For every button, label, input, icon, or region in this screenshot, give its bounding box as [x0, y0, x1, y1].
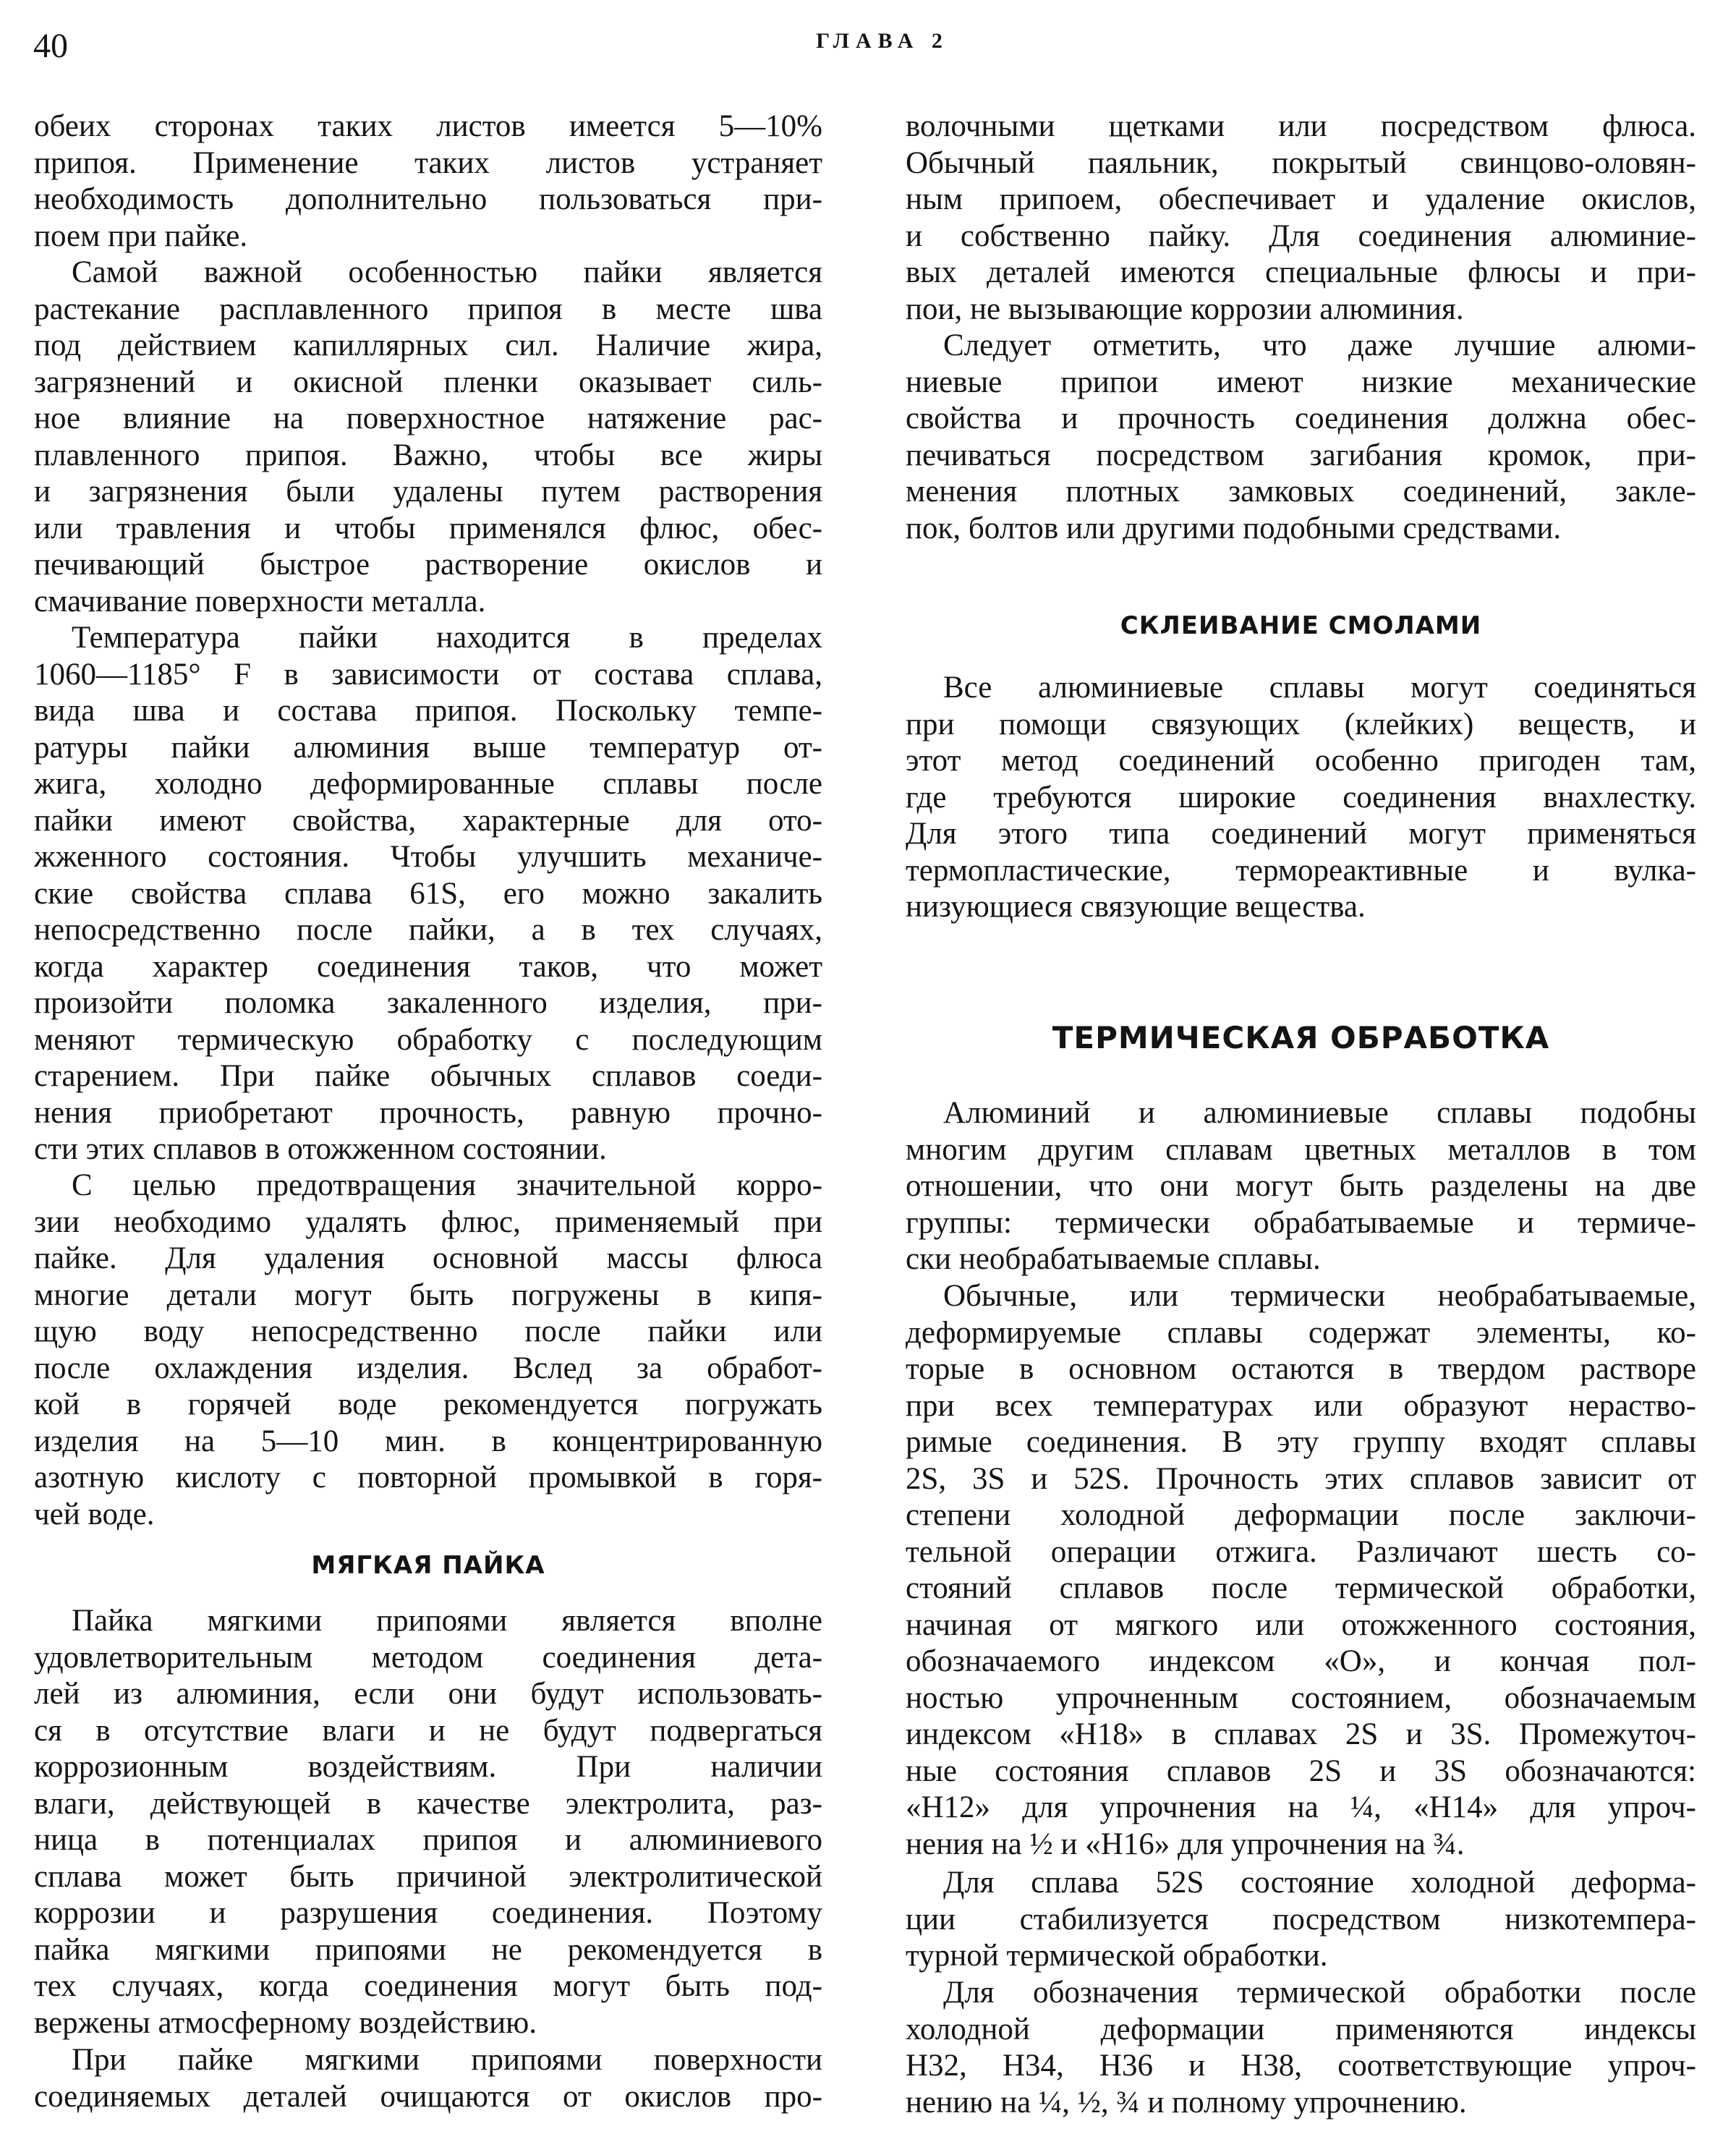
paragraph — [34, 1168, 822, 1533]
text-line: При пайке мягкими припоями поверхности — [72, 2043, 822, 2077]
text-line: старением. При пайке обычных сплавов соеди- — [34, 1059, 822, 1093]
text-line: многим другим сплавам цветных металлов в том — [906, 1132, 1696, 1167]
text-line: коррозионным воздействиям. При наличии — [34, 1750, 822, 1784]
paragraph — [906, 1095, 1696, 1278]
text-line: нения приобретают прочность, равную прочно- — [34, 1095, 822, 1130]
text-line: Все алюминиевые сплавы могут соединяться — [943, 671, 1696, 705]
paragraph — [906, 1865, 1696, 1975]
text-line: ские свойства сплава 61S, его можно закалить — [34, 876, 822, 911]
text-line: нения на ½ и «Н16» для упрочнения на ¾. — [906, 1827, 1465, 1861]
text-line: ратуры пайки алюминия выше температур от- — [34, 730, 822, 765]
text-line: смачивание поверхности металла. — [34, 584, 486, 618]
text-line: «Н12» для упрочнения на ¼, «Н14» для упроч- — [906, 1790, 1696, 1824]
paragraph — [34, 2042, 822, 2115]
text-line: вержены атмосферному воздействию. — [34, 2005, 537, 2040]
text-line: ниевые припои имеют низкие механические — [906, 365, 1696, 399]
text-line: степени холодной деформации после заключи- — [906, 1498, 1696, 1532]
text-line: лей из алюминия, если они будут использовать- — [34, 1677, 822, 1711]
text-line: или травления и чтобы применялся флюс, обес- — [34, 511, 822, 545]
text-line: под действием капиллярных сил. Наличие жира, — [34, 328, 822, 362]
text-line: поем при пайке. — [34, 218, 248, 253]
text-line: растекание расплавленного припоя в месте шва — [34, 292, 822, 326]
text-line: стояний сплавов после термической обработки, — [906, 1571, 1696, 1605]
text-line: пайке. Для удаления основной массы флюса — [34, 1241, 822, 1275]
text-line: пои, не вызывающие коррозии алюминия. — [906, 292, 1464, 326]
text-line: группы: термически обрабатываемые и термиче- — [906, 1205, 1696, 1240]
text-line: турной термической обработки. — [906, 1939, 1328, 1973]
text-line: и собственно пайку. Для соединения алюминие- — [906, 218, 1696, 253]
text-line: многие детали могут быть погружены в кипя- — [34, 1278, 822, 1312]
text-line: удовлетворительным методом соединения дета- — [34, 1640, 822, 1675]
text-line: ностью упрочненным состоянием, обозначаемым — [906, 1680, 1696, 1715]
text-line: ные состояния сплавов 2S и 3S обозначаются: — [906, 1753, 1696, 1788]
paragraph — [906, 1278, 1696, 1863]
text-line: печиваться посредством загибания кромок, при- — [906, 438, 1696, 472]
text-line: жига, холодно деформированные сплавы после — [34, 767, 822, 801]
text-line: где требуются широкие соединения внахлестку. — [906, 780, 1696, 815]
running-title: ГЛАВА 2 — [816, 29, 949, 53]
text-line: С целью предотвращения значительной корро- — [72, 1168, 822, 1202]
paragraph — [906, 109, 1696, 328]
text-line: печивающий быстрое растворение окислов и — [34, 548, 822, 582]
text-line: вида шва и состава припоя. Поскольку темпе- — [34, 694, 822, 728]
text-line: пайка мягкими припоями не рекомендуется в — [34, 1932, 822, 1967]
text-line: Обычный паяльник, покрытый свинцово-оловян- — [906, 145, 1696, 180]
text-line: ным припоем, обеспечивает и удаление окислов, — [906, 182, 1696, 216]
text-line: деформируемые сплавы содержат элементы, ко- — [906, 1315, 1696, 1350]
paragraph — [34, 620, 822, 1168]
text-line: менения плотных замковых соединений, закле- — [906, 475, 1696, 509]
text-line: плавленного припоя. Важно, чтобы все жиры — [34, 438, 822, 472]
text-line: Самой важной особенностью пайки является — [72, 255, 822, 289]
text-line: Температура пайки находится в пределах — [72, 621, 822, 655]
text-line: обеих сторонах таких листов имеется 5—10% — [34, 109, 822, 143]
text-line: ница в потенциалах припоя и алюминиевого — [34, 1823, 822, 1857]
text-line: низующиеся связующие вещества. — [906, 890, 1366, 924]
section-heading-resin-bonding: СКЛЕИВАНИЕ СМОЛАМИ — [1120, 611, 1482, 640]
text-line: Для обозначения термической обработки после — [943, 1976, 1696, 2010]
text-line: произойти поломка закаленного изделия, при- — [34, 986, 822, 1020]
text-line: 2S, 3S и 52S. Прочность этих сплавов зависит от — [906, 1461, 1696, 1496]
text-line: термопластические, термореактивные и вулка- — [906, 853, 1696, 888]
paragraph — [906, 670, 1696, 926]
text-line: соединяемых деталей очищаются от окислов про- — [34, 2079, 822, 2114]
paragraph — [34, 255, 822, 620]
text-line: 1060—1185° F в зависимости от состава сплава, — [34, 657, 822, 692]
section-heading-heat-treatment: ТЕРМИЧЕСКАЯ ОБРАБОТКА — [1052, 1020, 1550, 1055]
text-line: волочными щетками или посредством флюса. — [906, 109, 1696, 143]
text-line: нению на ¼, ½, ¾ и полному упрочнению. — [906, 2085, 1467, 2120]
text-line: сплава может быть причиной электролитической — [34, 1859, 822, 1894]
paragraph — [34, 1603, 822, 2041]
section-heading-soft-solder: МЯГКАЯ ПАЙКА — [311, 1551, 545, 1580]
text-line: Для этого типа соединений могут применяться — [906, 817, 1696, 851]
text-line: жженного состояния. Чтобы улучшить механиче- — [34, 840, 822, 874]
text-line: азотную кислоту с повторной промывкой в горя- — [34, 1461, 822, 1495]
text-line: этот метод соединений особенно пригоден там, — [906, 744, 1696, 778]
text-line: тех случаях, когда соединения могут быть под- — [34, 1969, 822, 2003]
paragraph — [906, 1975, 1696, 2121]
text-line: вых деталей имеются специальные флюсы и при- — [906, 255, 1696, 289]
text-line: пайки имеют свойства, характерные для ото- — [34, 803, 822, 838]
text-line: ции стабилизуется посредством низкотемпера- — [906, 1902, 1696, 1937]
text-line: Следует отметить, что даже лучшие алюми- — [943, 328, 1696, 362]
paragraph — [906, 328, 1696, 547]
text-line: пок, болтов или другими подобными средствами. — [906, 511, 1562, 545]
text-line: ся в отсутствие влаги и не будут подвергаться — [34, 1713, 822, 1748]
text-line: необходимость дополнительно пользоваться при- — [34, 182, 822, 216]
text-line: влаги, действующей в качестве электролита, раз- — [34, 1786, 822, 1821]
text-line: коррозии и разрушения соединения. Поэтому — [34, 1896, 822, 1930]
text-line: обозначаемого индексом «О», и кончая пол- — [906, 1644, 1696, 1678]
text-line: когда характер соединения таков, что может — [34, 949, 822, 984]
text-line: Н32, Н34, Н36 и Н38, соответствующие упроч- — [906, 2049, 1696, 2083]
text-line: меняют термическую обработку с последующим — [34, 1022, 822, 1057]
text-line: свойства и прочность соединения должна обес- — [906, 401, 1696, 435]
text-line: сти этих сплавов в отожженном состоянии. — [34, 1132, 607, 1166]
text-line: изделия на 5—10 мин. в концентрированную — [34, 1424, 822, 1458]
text-line: зии необходимо удалять флюс, применяемый при — [34, 1204, 822, 1239]
text-line: отношении, что они могут быть разделены на две — [906, 1169, 1696, 1203]
text-line: ски необрабатываемые сплавы. — [906, 1242, 1321, 1276]
text-line: тельной операции отжига. Различают шесть со- — [906, 1534, 1696, 1569]
text-line: кой в горячей воде рекомендуется погружать — [34, 1387, 822, 1421]
text-line: и загрязнения были удалены путем растворения — [34, 475, 822, 509]
text-line: торые в основном остаются в твердом растворе — [906, 1352, 1696, 1386]
text-line: римые соединения. В эту группу входят сплавы — [906, 1425, 1696, 1459]
paragraph — [34, 109, 822, 255]
text-line: щую воду непосредственно после пайки или — [34, 1314, 822, 1348]
text-line: загрязнений и окисной пленки оказывает силь- — [34, 365, 822, 399]
text-line: непосредственно после пайки, а в тех случаях, — [34, 913, 822, 947]
text-line: чей воде. — [34, 1497, 155, 1531]
text-line: при помощи связующих (клейких) веществ, и — [906, 707, 1696, 741]
text-line: после охлаждения изделия. Вслед за обработ- — [34, 1351, 822, 1385]
text-line: Обычные, или термически необрабатываемые, — [943, 1279, 1696, 1313]
page-number: 40 — [33, 27, 68, 65]
text-line: Пайка мягкими припоями является вполне — [72, 1604, 822, 1638]
text-line: при всех температурах или образуют нераство- — [906, 1388, 1696, 1423]
text-line: ное влияние на поверхностное натяжение рас- — [34, 401, 822, 435]
text-line: начиная от мягкого или отожженного состояния, — [906, 1607, 1696, 1642]
text-line: индексом «Н18» в сплавах 2S и 3S. Промежуточ- — [906, 1717, 1696, 1751]
text-line: холодной деформации применяются индексы — [906, 2012, 1696, 2046]
text-line: припоя. Применение таких листов устраняет — [34, 145, 822, 180]
text-line: Алюминий и алюминиевые сплавы подобны — [943, 1096, 1696, 1130]
text-line: Для сплава 52S состояние холодной деформа- — [943, 1866, 1696, 1900]
